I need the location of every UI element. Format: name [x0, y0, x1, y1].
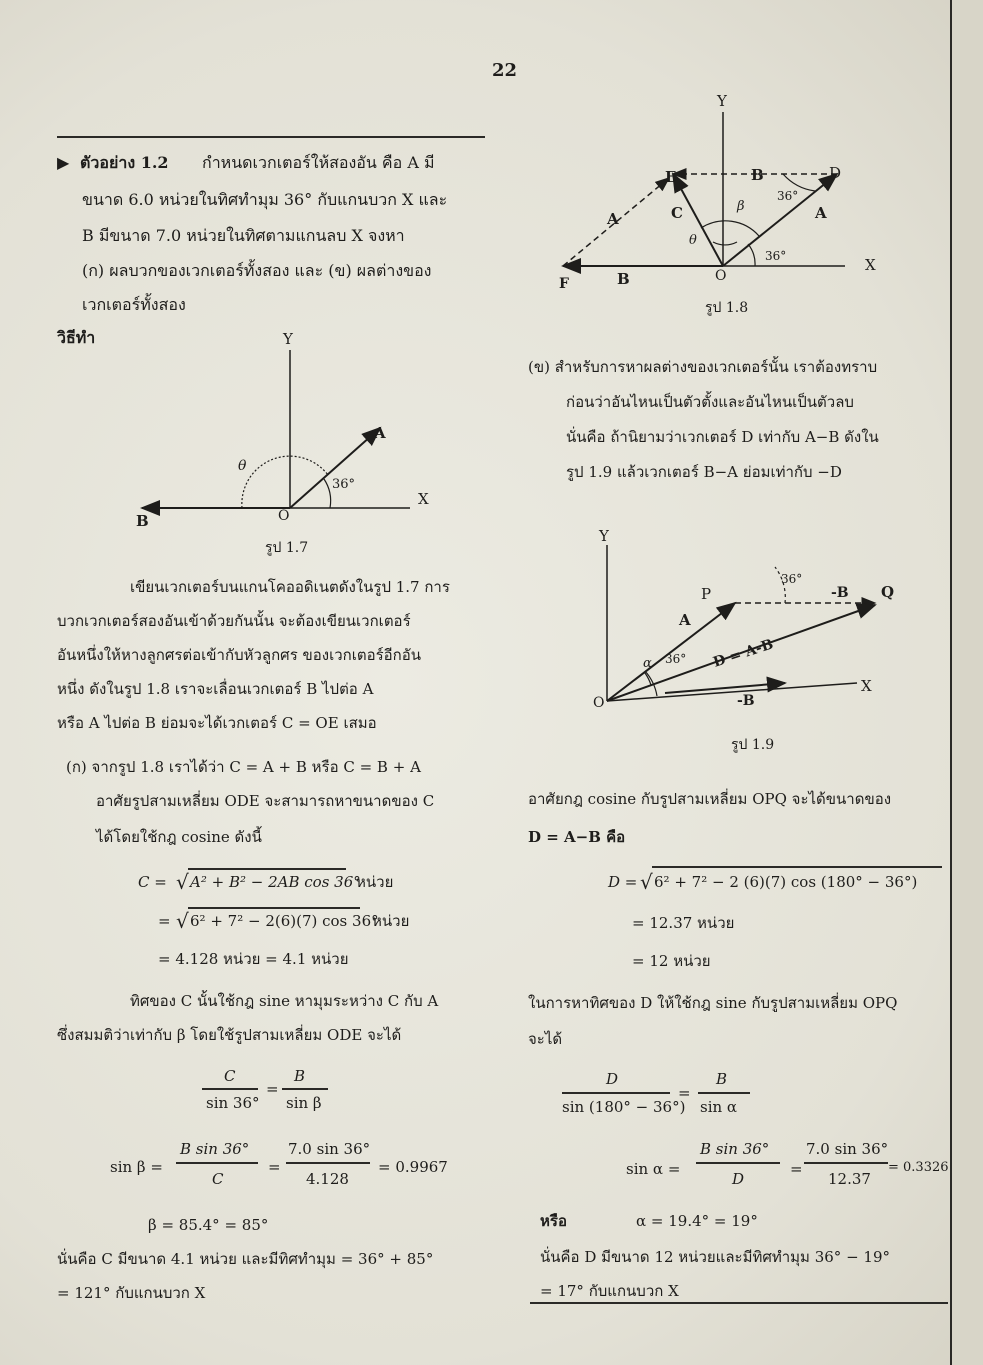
b-top-label: B: [751, 166, 764, 184]
x-label: X: [865, 256, 876, 274]
y-label: Y: [283, 330, 293, 348]
origin-label: O: [278, 508, 290, 524]
x-label: X: [418, 490, 429, 508]
theta-arc: [713, 242, 737, 245]
sinb-den1: C: [212, 1170, 224, 1188]
theta-label: θ: [689, 233, 697, 248]
example-line-5: เวกเตอร์ทั้งสอง: [82, 295, 186, 314]
neg-b-bottom-label: -B: [737, 693, 755, 709]
beta-result: β = 85.4° = 85°: [148, 1216, 269, 1234]
header-rule: [57, 136, 485, 138]
vector-neg-b-bottom: [665, 683, 785, 693]
example-line-2: ขนาด 6.0 หน่วยในทิศทำมุม 36° กับแกนบวก X และ: [82, 190, 448, 209]
b-label: B: [136, 512, 149, 530]
sina-line1: [696, 1162, 780, 1164]
beta-arc: [701, 221, 759, 236]
a-label: A: [679, 611, 691, 629]
sina-line2: [804, 1162, 888, 1164]
angle-arc: [324, 479, 331, 508]
part-a-line-2: อาศัยรูปสามเหลี่ยม ODE จะสามารถหาขนาดของ C: [96, 792, 435, 810]
sqrt-bar-3: [652, 866, 942, 868]
page-number: 22: [492, 60, 518, 81]
part-a-line-1: (ก) จากรูป 1.8 เราได้ว่า C = A + B หรือ C = B + A: [66, 758, 421, 776]
e-label: E: [665, 168, 677, 186]
fig19-caption: รูป 1.9: [731, 737, 775, 753]
sine-equals: =: [266, 1080, 279, 1098]
fig18-caption: รูป 1.8: [705, 300, 749, 316]
a-left-label: A: [607, 210, 619, 228]
part-b-line-3: นั่นคือ ถ้านิยามว่าเวกเตอร์ D เท่ากับ A−B ดังใน: [566, 428, 879, 446]
sina-den1: D: [732, 1170, 745, 1188]
angle-label-bottom: 36°: [765, 249, 787, 263]
angle-label-top: 36°: [781, 572, 803, 586]
frac-b-den: sin α: [700, 1098, 738, 1116]
alpha-result: α = 19.4° = 19°: [636, 1212, 758, 1230]
frac-equals: =: [678, 1084, 691, 1102]
adjacent-page-edge: [950, 0, 983, 1365]
method-heading: วิธีทำ: [57, 328, 96, 347]
sqrt-bar-2: [188, 907, 360, 909]
right-conclusion-1: นั่นคือ D มีขนาด 12 หน่วยและมีทิศทำมุม 36° − 19°: [540, 1248, 890, 1266]
figure-1-8: [545, 90, 905, 330]
sina-num1: B sin 36°: [700, 1140, 770, 1158]
example-line-4: (ก) ผลบวกของเวกเตอร์ทั้งสอง และ (ข) ผลต่างของ: [82, 261, 432, 280]
part-b-line-4: รูป 1.9 แล้วเวกเตอร์ B−A ย่อมเท่ากับ −D: [566, 463, 842, 481]
para2-line-2: ซึ่งสมมติว่าเท่ากับ β โดยใช้รูปสามเหลี่ยม ODE จะได้: [57, 1026, 402, 1044]
sine-frac2-num: B: [294, 1067, 306, 1085]
alpha-label: α: [643, 656, 652, 671]
para2-line-1: ทิศของ C นั้นใช้กฎ sine หามุมระหว่าง C กับ A: [130, 992, 439, 1010]
frac-d-num: D: [606, 1070, 619, 1088]
theta-arc: [242, 456, 328, 508]
sinb-num1: B sin 36°: [180, 1140, 250, 1158]
eq-c2-lhs: =: [158, 912, 171, 930]
para1-line-2: บวกเวกเตอร์สองอันเข้าด้วยกันนั้น จะต้องเขียนเวกเตอร์: [57, 612, 411, 630]
eq-c1-lhs: C =: [138, 873, 167, 891]
part-a-line-3: ได้โดยใช้กฎ cosine ดังนี้: [96, 828, 262, 846]
origin-label: O: [715, 268, 727, 284]
frac-b-num: B: [716, 1070, 728, 1088]
a-right-label: A: [815, 204, 827, 222]
example-line-3: B มีขนาด 7.0 หน่วยในทิศตามแกนลบ X จงหา: [82, 226, 405, 245]
sqrt-sign-2: √: [176, 909, 189, 933]
fig17-caption: รูป 1.7: [265, 540, 309, 556]
d-label: D = A-B: [711, 636, 776, 671]
c-label: C: [671, 204, 683, 222]
sqrt-sign-3: √: [640, 870, 653, 894]
sina-equals: =: [790, 1160, 803, 1178]
angle-label-bottom: 36°: [665, 652, 687, 666]
sinb-line2: [286, 1162, 370, 1164]
eq-c2-radicand: 6² + 7² − 2(6)(7) cos 36°: [190, 912, 379, 930]
footer-rule: [530, 1302, 948, 1304]
para1-line-5: หรือ A ไปต่อ B ย่อมจะได้เวกเตอร์ C = OE เสมอ: [57, 714, 377, 732]
vector-a: [290, 428, 380, 508]
eq-c3: = 4.128 หน่วย = 4.1 หน่วย: [158, 950, 349, 968]
angle-arc-36: [748, 244, 755, 266]
frac-b-line: [698, 1092, 750, 1094]
sinb-den2: 4.128: [306, 1170, 349, 1188]
theta-label: θ: [238, 458, 247, 474]
part-b-line-2: ก่อนว่าอันไหนเป็นตัวตั้งและอันไหนเป็นตัวลบ: [566, 393, 854, 411]
angle-label: 36°: [332, 477, 356, 492]
sine-frac2-den: sin β: [286, 1094, 322, 1112]
origin-label: O: [593, 695, 605, 711]
para1-line-3: อันหนึ่งให้หางลูกศรต่อเข้ากับหัวลูกศร ของเวกเตอร์อีกอัน: [57, 646, 422, 664]
sinb-line1: [176, 1162, 258, 1164]
sine-frac1-num: C: [224, 1067, 236, 1085]
sina-result: = 0.3326: [888, 1160, 949, 1175]
sinb-num2: 7.0 sin 36°: [288, 1140, 371, 1158]
x-label: X: [861, 677, 872, 695]
a-label: A: [374, 424, 386, 442]
beta-label: β: [737, 199, 745, 214]
sinb-equals: =: [268, 1158, 281, 1176]
right-conclusion-2: = 17° กับแกนบวก X: [540, 1282, 679, 1300]
eq-c1-unit: หน่วย: [356, 873, 394, 891]
sinb-lhs: sin β =: [110, 1158, 163, 1176]
b-bottom-label: B: [617, 270, 630, 288]
d-label: D: [829, 164, 842, 182]
sqrt-bar-1: [188, 868, 346, 870]
f-label: F: [559, 276, 569, 292]
eq-d1-lhs: D =: [608, 873, 638, 891]
example-line-1: กำหนดเวกเตอร์ให้สองอัน คือ A มี: [202, 153, 435, 172]
sine-frac1-line: [202, 1088, 258, 1090]
y-label: Y: [599, 527, 609, 545]
para1-line-1: เขียนเวกเตอร์บนแกนโคออดิเนตดังในรูป 1.7 การ: [130, 578, 450, 596]
frac-d-den: sin (180° − 36°): [562, 1098, 686, 1116]
y-label: Y: [717, 92, 727, 110]
figure-1-9: [585, 525, 905, 755]
eq-d1-radicand: 6² + 7² − 2 (6)(7) cos (180° − 36°): [654, 873, 918, 891]
x-axis: [607, 683, 857, 701]
eq-d3: = 12 หน่วย: [632, 952, 711, 970]
left-conclusion-2: = 121° กับแกนบวก X: [57, 1284, 206, 1302]
example-marker: ▶: [57, 153, 70, 172]
q-label: Q: [881, 583, 895, 601]
left-conclusion-1: นั่นคือ C มีขนาด 4.1 หน่วย และมีทิศทำมุม = 36° + 85°: [57, 1250, 434, 1268]
example-title: ตัวอย่าง 1.2: [80, 153, 169, 172]
eq-c1-radicand: A² + B² − 2AB cos 36°: [190, 873, 361, 891]
sina-num2: 7.0 sin 36°: [806, 1140, 889, 1158]
sina-lhs: sin α =: [626, 1160, 681, 1178]
figure-1-7: [130, 330, 450, 556]
neg-b-top-label: -B: [831, 585, 849, 601]
angle-label-top: 36°: [777, 189, 799, 203]
para1-line-4: หนึ่ง ดังในรูป 1.8 เราจะเลื่อนเวกเตอร์ B ไปต่อ A: [57, 680, 374, 698]
eq-d2: = 12.37 หน่วย: [632, 914, 735, 932]
sinb-result: = 0.9967: [378, 1158, 448, 1176]
sine-frac1-den: sin 36°: [206, 1094, 260, 1112]
sina-den2: 12.37: [828, 1170, 871, 1188]
eq-c2-unit: หน่วย: [372, 912, 410, 930]
part-b-line-1: (ข) สำหรับการหาผลต่างของเวกเตอร์นั้น เราต้องทราบ: [528, 358, 878, 376]
sine-line-2: จะได้: [528, 1030, 563, 1048]
frac-d-line: [562, 1092, 670, 1094]
cos-line-1: อาศัยกฎ cosine กับรูปสามเหลี่ยม OPQ จะได้ขนาดของ: [528, 790, 892, 808]
cos-line-2: D = A−B คือ: [528, 828, 626, 846]
p-label: P: [701, 585, 712, 603]
alpha-or: หรือ: [540, 1212, 567, 1230]
sqrt-sign-1: √: [176, 870, 189, 894]
sine-line-1: ในการหาทิศของ D ให้ใช้กฎ sine กับรูปสามเหลี่ยม OPQ: [528, 994, 898, 1012]
sine-frac2-line: [282, 1088, 328, 1090]
